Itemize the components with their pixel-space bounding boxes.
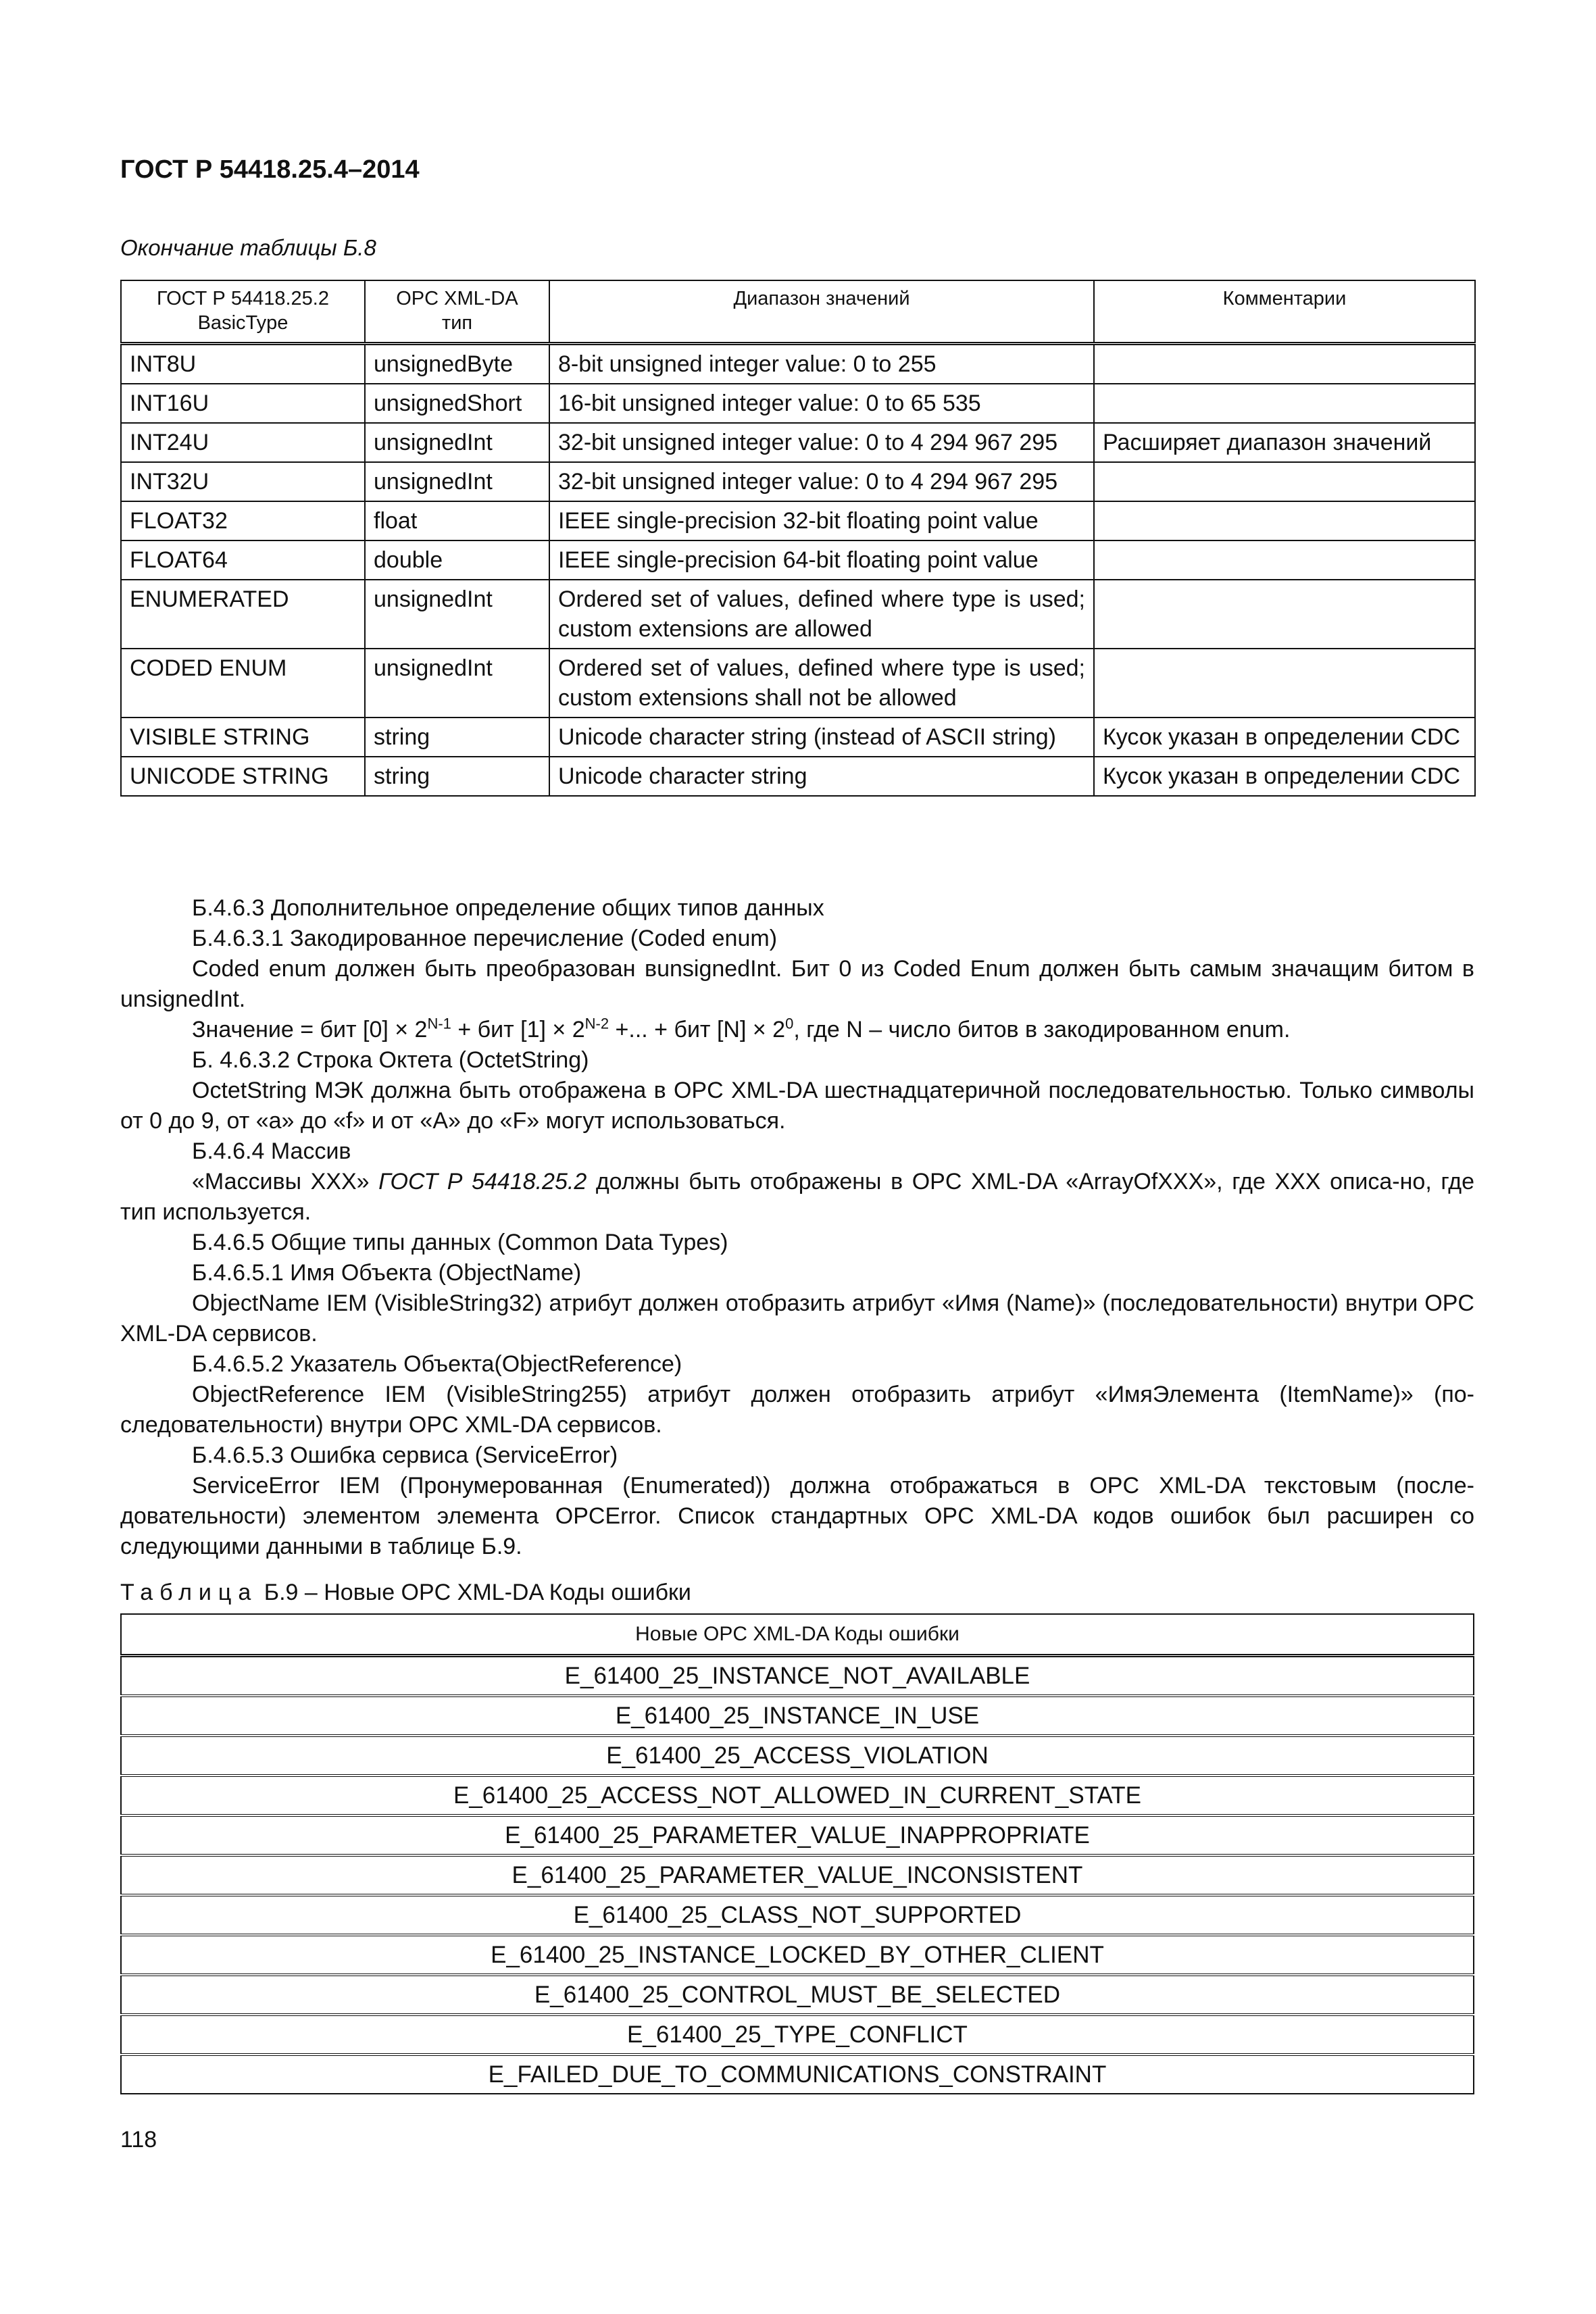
- error-code-cell: E_61400_25_PARAMETER_VALUE_INCONSISTENT: [121, 1855, 1474, 1895]
- table-row: [121, 1815, 1474, 1855]
- formula-line: Значение = бит $[0] \times 2^{N-1}$ + бит $[1] \times 2^{N-2}$ +... + бит $[N] \times 2^0$, где N – число битов в закодированном enum.: [192, 1015, 1291, 1042]
- cell-range: Ordered set of values, defined where type is used; custom extensions are allowed: [549, 580, 1094, 649]
- table-row: [121, 1696, 1474, 1736]
- cell-basic-type: CODED ENUM: [121, 649, 365, 718]
- cell-range: 32-bit unsigned integer value: 0 to 4 294 967 295: [549, 423, 1094, 462]
- cell-opc-type: string: [365, 718, 549, 757]
- table-b9-caption: Таблица Б.9 – Новые OPC XML-DA Коды ошибки: [120, 1580, 691, 1605]
- paragraph-objectreference: ObjectReference IEM (VisibleString255) атрибут должен отобразить атрибут «ИмяЭлемента (ItemName)» (по-следовательности) внутри OPC XML-DA сервисов.: [120, 1382, 1474, 1438]
- section-heading-b4632: Б. 4.6.3.2 Строка Октета (OctetString): [192, 1047, 589, 1073]
- cell-opc-type: unsignedByte: [365, 344, 549, 384]
- table-b8-caption: Окончание таблицы Б.8: [120, 235, 376, 260]
- cell-basic-type: ENUMERATED: [121, 580, 365, 649]
- cell-opc-type: unsignedInt: [365, 580, 549, 649]
- table-b8: [120, 280, 1476, 797]
- table-row: [121, 718, 1475, 757]
- cell-basic-type: INT8U: [121, 344, 365, 384]
- column-header-opc-type: OPC XML-DA тип: [365, 280, 549, 344]
- section-heading-b4653: Б.4.6.5.3 Ошибка сервиса (ServiceError): [192, 1442, 618, 1468]
- error-code-cell: E_61400_25_INSTANCE_NOT_AVAILABLE: [121, 1656, 1474, 1696]
- cell-comment: Расширяет диапазон значений: [1094, 423, 1475, 462]
- cell-opc-type: float: [365, 501, 549, 540]
- error-code-cell: E_FAILED_DUE_TO_COMMUNICATIONS_CONSTRAINT: [121, 2055, 1474, 2094]
- table-row: [121, 540, 1475, 580]
- cell-comment: [1094, 580, 1475, 649]
- table-row: [121, 1656, 1474, 1696]
- table-b9-header-row: [121, 1614, 1474, 1656]
- table-row: [121, 501, 1475, 540]
- table-row: [121, 757, 1475, 796]
- table-row: [121, 423, 1475, 462]
- error-code-cell: E_61400_25_ACCESS_NOT_ALLOWED_IN_CURRENT_STATE: [121, 1776, 1474, 1815]
- cell-basic-type: VISIBLE STRING: [121, 718, 365, 757]
- table-b8-header-row: [121, 280, 1475, 344]
- cell-range: IEEE single-precision 64-bit floating point value: [549, 540, 1094, 580]
- paragraph-coded-enum: Coded enum должен быть преобразован вunsignedInt. Бит 0 из Coded Enum должен быть самым значащим битом в unsignedInt.: [120, 956, 1474, 1012]
- cell-range: 8-bit unsigned integer value: 0 to 255: [549, 344, 1094, 384]
- section-heading-b4631: Б.4.6.3.1 Закодированное перечисление (Coded enum): [192, 926, 778, 951]
- cell-basic-type: INT16U: [121, 384, 365, 423]
- cell-range: Ordered set of values, defined where type is used; custom extensions shall not be allowed: [549, 649, 1094, 718]
- cell-range: 16-bit unsigned integer value: 0 to 65 535: [549, 384, 1094, 423]
- paragraph-octetstring: OctetString МЭК должна быть отображена в OPC XML-DA шестнадцатеричной последовательностью. Только символы от 0 до 9, от «a» до «f» и от «A» до «F» могут использоваться.: [120, 1078, 1474, 1134]
- cell-range: Unicode character string (instead of ASCII string): [549, 718, 1094, 757]
- table-row: [121, 2015, 1474, 2055]
- cell-opc-type: unsignedInt: [365, 462, 549, 501]
- cell-basic-type: FLOAT32: [121, 501, 365, 540]
- cell-basic-type: UNICODE STRING: [121, 757, 365, 796]
- cell-opc-type: string: [365, 757, 549, 796]
- table-row: [121, 384, 1475, 423]
- error-code-cell: E_61400_25_PARAMETER_VALUE_INAPPROPRIATE: [121, 1815, 1474, 1855]
- section-heading-b4651: Б.4.6.5.1 Имя Объекта (ObjectName): [192, 1260, 582, 1286]
- cell-comment: [1094, 540, 1475, 580]
- section-heading-b464: Б.4.6.4 Массив: [192, 1138, 351, 1164]
- body-text: [120, 893, 1474, 1562]
- table-row: [121, 580, 1475, 649]
- cell-basic-type: FLOAT64: [121, 540, 365, 580]
- table-row: [121, 1895, 1474, 1935]
- section-heading-b465: Б.4.6.5 Общие типы данных (Common Data Types): [192, 1230, 728, 1255]
- table-row: [121, 649, 1475, 718]
- table-row: [121, 1855, 1474, 1895]
- section-heading-b463: Б.4.6.3 Дополнительное определение общих типов данных: [192, 895, 824, 921]
- table-row: [121, 1935, 1474, 1975]
- table-row: [121, 1975, 1474, 2015]
- document-code: ГОСТ Р 54418.25.4–2014: [120, 155, 420, 184]
- cell-opc-type: unsignedInt: [365, 649, 549, 718]
- column-header-comments: Комментарии: [1094, 280, 1475, 344]
- cell-comment: Кусок указан в определении CDC: [1094, 718, 1475, 757]
- cell-comment: [1094, 462, 1475, 501]
- cell-opc-type: unsignedShort: [365, 384, 549, 423]
- error-code-cell: E_61400_25_INSTANCE_IN_USE: [121, 1696, 1474, 1736]
- error-code-cell: E_61400_25_TYPE_CONFLICT: [121, 2015, 1474, 2055]
- cell-range: Unicode character string: [549, 757, 1094, 796]
- table-row: [121, 462, 1475, 501]
- table-row: [121, 1736, 1474, 1776]
- column-header-range: Диапазон значений: [549, 280, 1094, 344]
- error-code-cell: E_61400_25_CONTROL_MUST_BE_SELECTED: [121, 1975, 1474, 2015]
- cell-comment: [1094, 501, 1475, 540]
- cell-range: 32-bit unsigned integer value: 0 to 4 294 967 295: [549, 462, 1094, 501]
- cell-comment: [1094, 384, 1475, 423]
- cell-basic-type: INT32U: [121, 462, 365, 501]
- cell-comment: [1094, 649, 1475, 718]
- table-b9: [120, 1613, 1474, 2094]
- paragraph-serviceerror: ServiceError IEM (Пронумерованная (Enumerated)) должна отображаться в OPC XML-DA текстовым (после-довательности) элементом элемента OPCError. Список стандартных OPC XML-DA кодов ошибок был расширен со следующими данными в таблице Б.9.: [120, 1473, 1474, 1559]
- cell-range: IEEE single-precision 32-bit floating point value: [549, 501, 1094, 540]
- table-row: [121, 344, 1475, 384]
- page-number: 118: [120, 2127, 157, 2153]
- error-code-cell: E_61400_25_INSTANCE_LOCKED_BY_OTHER_CLIENT: [121, 1935, 1474, 1975]
- column-header-basictype: ГОСТ Р 54418.25.2 BasicType: [121, 280, 365, 344]
- cell-basic-type: INT24U: [121, 423, 365, 462]
- cell-opc-type: unsignedInt: [365, 423, 549, 462]
- cell-opc-type: double: [365, 540, 549, 580]
- cell-comment: [1094, 344, 1475, 384]
- table-row: [121, 1776, 1474, 1815]
- cell-comment: Кусок указан в определении CDC: [1094, 757, 1475, 796]
- paragraph-objectname: ObjectName IEM (VisibleString32) атрибут должен отобразить атрибут «Имя (Name)» (последовательности) внутри OPC XML-DA сервисов.: [120, 1290, 1474, 1347]
- table-row: [121, 2055, 1474, 2094]
- section-heading-b4652: Б.4.6.5.2 Указатель Объекта(ObjectReference): [192, 1351, 682, 1377]
- paragraph-array: «Массивы XXX» ГОСТ Р 54418.25.2 должны быть отображены в OPC XML-DA «ArrayOfXXX», где XXX описа-но, где тип используется.: [120, 1169, 1474, 1225]
- error-code-cell: E_61400_25_CLASS_NOT_SUPPORTED: [121, 1895, 1474, 1935]
- column-header-error-codes: Новые OPC XML-DA Коды ошибки: [121, 1614, 1474, 1656]
- error-code-cell: E_61400_25_ACCESS_VIOLATION: [121, 1736, 1474, 1776]
